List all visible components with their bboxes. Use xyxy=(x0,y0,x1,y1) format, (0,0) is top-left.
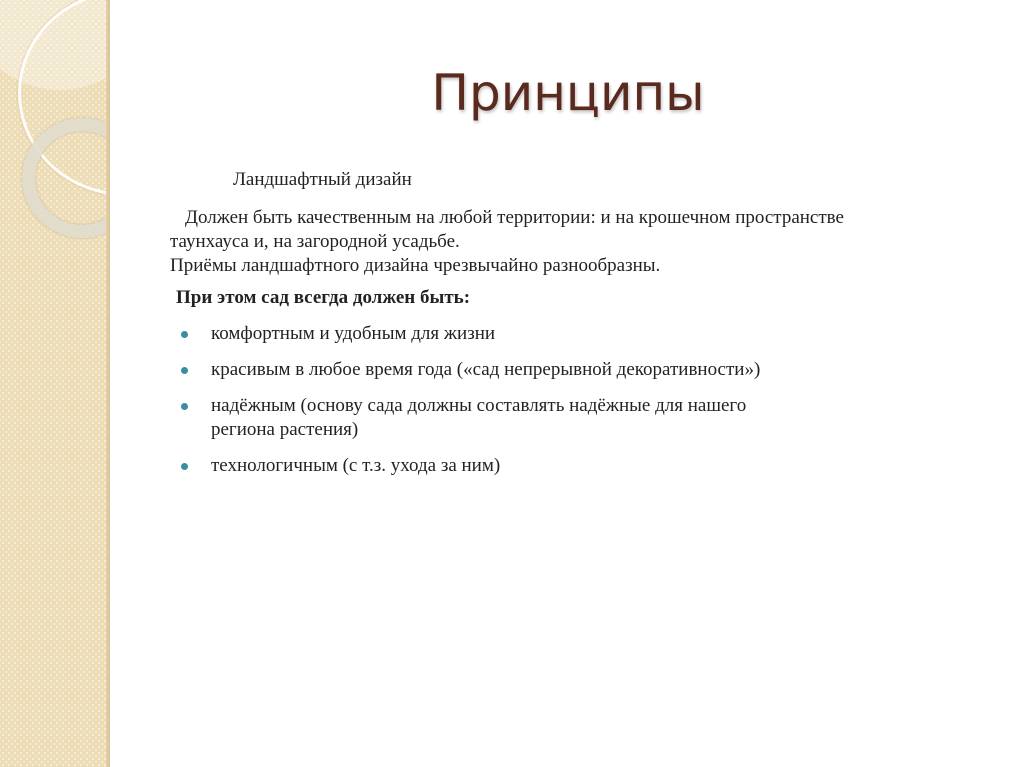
paragraph-line: Должен быть качественным на любой территории: и на крошечном пространстве xyxy=(185,207,844,228)
list-item-text: технологичным (с т.з. ухода за ним) xyxy=(211,455,501,476)
list-item xyxy=(170,454,990,478)
sidebar-edge xyxy=(106,0,110,767)
lead-text: При этом сад всегда должен быть: xyxy=(176,287,471,308)
list-item xyxy=(170,394,811,442)
bullet-dot-icon xyxy=(181,463,188,470)
bullet-dot-icon xyxy=(181,331,188,338)
list-item-text: комфортным и удобным для жизни xyxy=(211,323,496,344)
list-item xyxy=(170,322,990,346)
list-item-text: надёжным (основу сада должны составлять надёжные для нашего региона растения) xyxy=(211,395,747,440)
intro-paragraph xyxy=(170,206,1000,278)
paragraph-line: Приёмы ландшафтного дизайна чрезвычайно разнообразны. xyxy=(170,255,661,276)
slide-title: Принципы xyxy=(431,64,705,122)
decorative-sidebar xyxy=(0,0,110,767)
bullet-dot-icon xyxy=(181,367,188,374)
list-item xyxy=(170,358,990,382)
bullet-dot-icon xyxy=(181,403,188,410)
subtitle: Ландшафтный дизайн xyxy=(233,169,412,190)
paragraph-line: таунхауса и, на загородной усадьбе. xyxy=(170,231,460,252)
bullet-list xyxy=(170,322,990,490)
list-item-text: красивым в любое время года («сад непрерывной декоративности») xyxy=(211,359,761,380)
